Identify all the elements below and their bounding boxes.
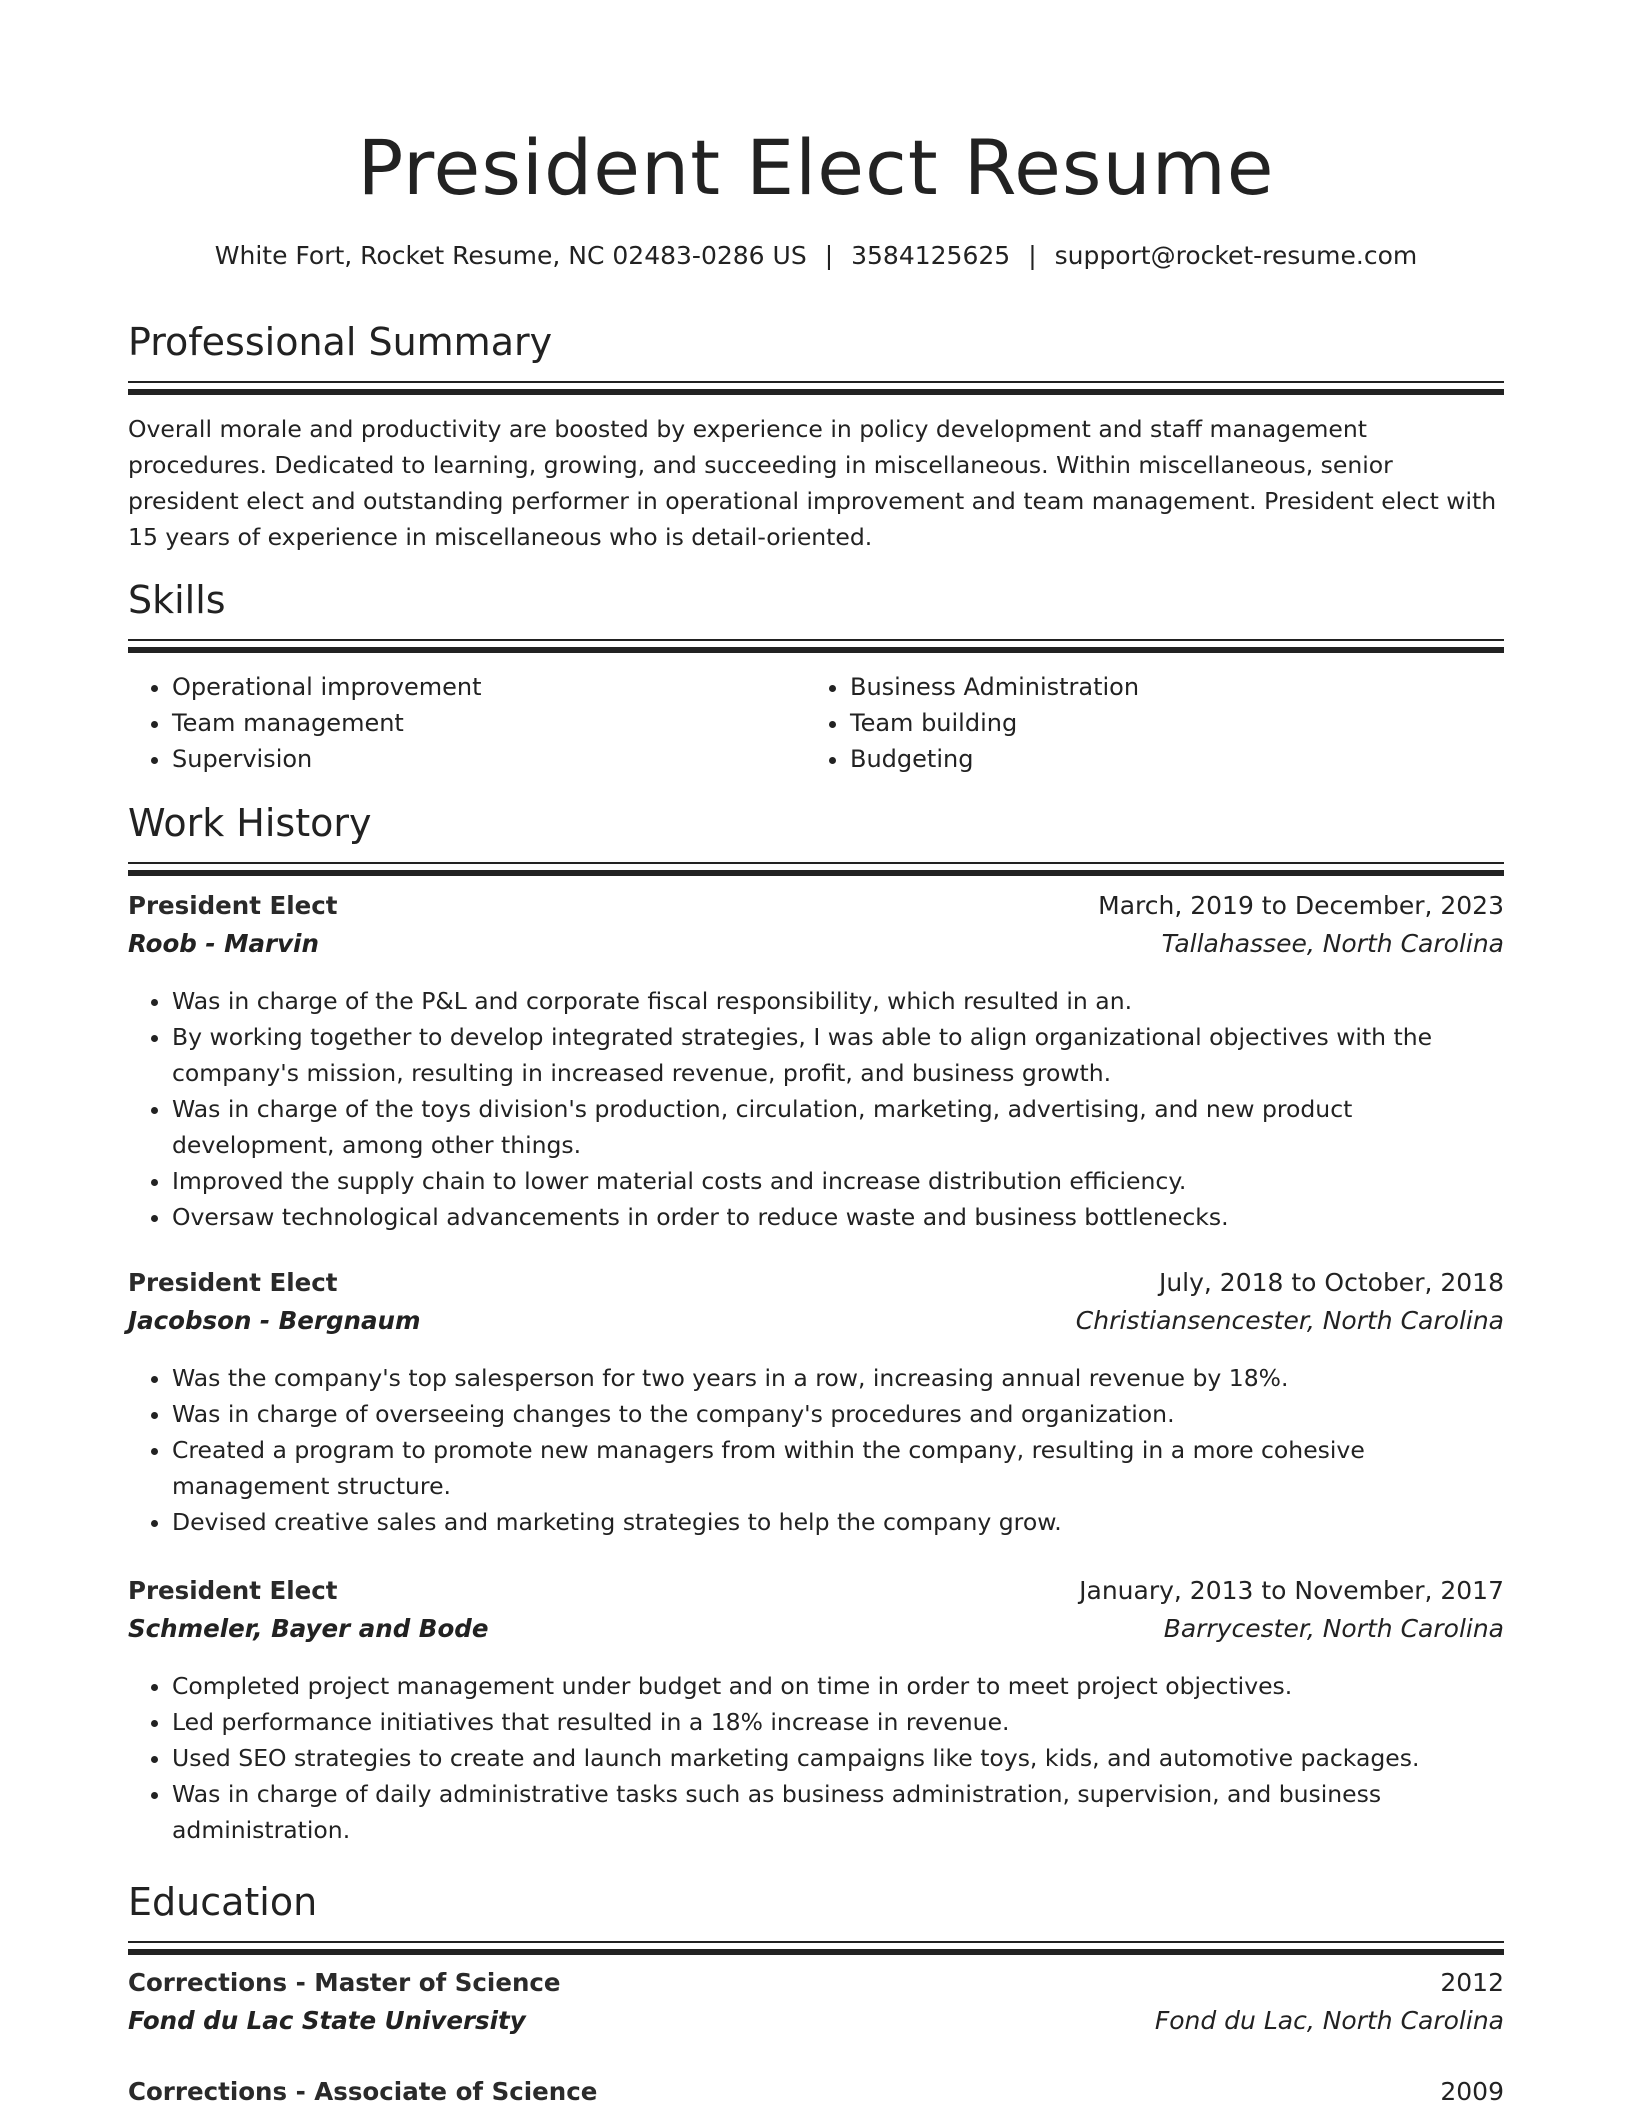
job-title: President Elect bbox=[128, 1268, 338, 1297]
education-location: Fond du Lac, North Carolina bbox=[1154, 2006, 1504, 2035]
job-bullets bbox=[128, 1668, 1504, 1848]
job-company-row bbox=[128, 1614, 1504, 1652]
skill-item: • Team management bbox=[172, 705, 806, 741]
job-bullet: • Oversaw technological advancements in order to reduce waste and business bottlenecks. bbox=[172, 1199, 1504, 1235]
job-company-row bbox=[128, 1306, 1504, 1344]
contact-separator: | bbox=[824, 241, 834, 270]
education-year: 2009 bbox=[1440, 2077, 1504, 2106]
job-entry bbox=[128, 891, 1504, 1235]
job-location: Tallahassee, North Carolina bbox=[1161, 929, 1504, 958]
job-bullets bbox=[128, 1360, 1504, 1540]
work-history-section bbox=[128, 798, 1504, 876]
skill-item: • Budgeting bbox=[850, 741, 1484, 777]
job-company-row bbox=[128, 929, 1504, 967]
section-divider-thick bbox=[128, 647, 1504, 653]
job-location: Christiansencester, North Carolina bbox=[1075, 1306, 1504, 1335]
education-degree: Corrections - Master of Science bbox=[128, 1968, 561, 1997]
section-divider bbox=[128, 381, 1504, 383]
summary-text: Overall morale and productivity are boosted by experience in policy development and staff management procedures. Dedicated to learning, growing, and succeeding in miscellaneous. Within miscellaneous, senior president elect and outstanding performer in operational improvement and team management. President elect with 15 years of experience in miscellaneous who is detail-oriented. bbox=[128, 415, 1497, 551]
job-header-row bbox=[128, 891, 1504, 929]
section-divider bbox=[128, 1941, 1504, 1943]
skills-column-right bbox=[806, 669, 1484, 777]
job-bullet: • Was the company's top salesperson for two years in a row, increasing annual revenue by 18%. bbox=[172, 1360, 1504, 1396]
contact-phone: 3584125625 bbox=[851, 241, 1011, 270]
section-heading: Skills bbox=[128, 578, 226, 622]
job-header-row bbox=[128, 1268, 1504, 1306]
section-divider-thick bbox=[128, 1949, 1504, 1955]
education-year: 2012 bbox=[1440, 1968, 1504, 1997]
contact-address: White Fort, Rocket Resume, NC 02483-0286 US bbox=[214, 241, 807, 270]
job-location: Barrycester, North Carolina bbox=[1163, 1614, 1504, 1643]
job-dates: March, 2019 to December, 2023 bbox=[1098, 891, 1504, 920]
skill-item: • Operational improvement bbox=[172, 669, 806, 705]
skills-column-left bbox=[128, 669, 806, 777]
job-bullet: • Was in charge of overseeing changes to the company's procedures and organization. bbox=[172, 1396, 1504, 1432]
job-bullet: • Devised creative sales and marketing strategies to help the company grow. bbox=[172, 1504, 1504, 1540]
job-entry bbox=[128, 1576, 1504, 1848]
job-company: Roob - Marvin bbox=[128, 929, 319, 958]
job-bullet: • Was in charge of daily administrative tasks such as business administration, supervision, and business administration. bbox=[172, 1776, 1504, 1848]
job-bullet: • Led performance initiatives that resulted in a 18% increase in revenue. bbox=[172, 1704, 1504, 1740]
education-entry bbox=[128, 2077, 1504, 2115]
skills-section bbox=[128, 575, 1504, 777]
job-bullet: • By working together to develop integrated strategies, I was able to align organizational objectives with the company's mission, resulting in increased revenue, profit, and business growth. bbox=[172, 1019, 1504, 1091]
job-company: Jacobson - Bergnaum bbox=[128, 1306, 421, 1335]
section-divider bbox=[128, 639, 1504, 641]
job-title: President Elect bbox=[128, 1576, 338, 1605]
job-dates: January, 2013 to November, 2017 bbox=[1079, 1576, 1504, 1605]
job-bullet: • Was in charge of the toys division's production, circulation, marketing, advertising, and new product development, among other things. bbox=[172, 1091, 1504, 1163]
education-header-row bbox=[128, 2077, 1504, 2115]
section-heading: Education bbox=[128, 1880, 318, 1924]
education-school: Fond du Lac State University bbox=[128, 2006, 526, 2035]
skills-list bbox=[128, 669, 1504, 777]
section-heading: Work History bbox=[128, 801, 372, 845]
skill-item: • Supervision bbox=[172, 741, 806, 777]
skill-item: • Team building bbox=[850, 705, 1484, 741]
job-bullet: • Created a program to promote new managers from within the company, resulting in a more cohesive management structure. bbox=[172, 1432, 1504, 1504]
job-bullets bbox=[128, 983, 1504, 1235]
section-divider-thick bbox=[128, 870, 1504, 876]
contact-email[interactable]: support@rocket-resume.com bbox=[1054, 241, 1418, 270]
job-header-row bbox=[128, 1576, 1504, 1614]
job-bullet: • Completed project management under budget and on time in order to meet project objectives. bbox=[172, 1668, 1504, 1704]
education-degree: Corrections - Associate of Science bbox=[128, 2077, 598, 2106]
job-title: President Elect bbox=[128, 891, 338, 920]
job-bullet: • Used SEO strategies to create and launch marketing campaigns like toys, kids, and automotive packages. bbox=[172, 1740, 1504, 1776]
job-bullet: • Was in charge of the P&L and corporate fiscal responsibility, which resulted in an. bbox=[172, 983, 1504, 1019]
section-divider bbox=[128, 862, 1504, 864]
job-company: Schmeler, Bayer and Bode bbox=[128, 1614, 489, 1643]
education-school-row bbox=[128, 2006, 1504, 2044]
education-entry bbox=[128, 1968, 1504, 2044]
resume-title: President Elect Resume bbox=[357, 123, 1275, 212]
education-section bbox=[128, 1877, 1504, 1955]
job-entry bbox=[128, 1268, 1504, 1540]
section-heading: Professional Summary bbox=[128, 320, 553, 364]
skill-item: • Business Administration bbox=[850, 669, 1484, 705]
section-divider-thick bbox=[128, 389, 1504, 395]
contact-separator: | bbox=[1028, 241, 1037, 270]
job-dates: July, 2018 to October, 2018 bbox=[1158, 1268, 1504, 1297]
job-bullet: • Improved the supply chain to lower material costs and increase distribution efficiency. bbox=[172, 1163, 1504, 1199]
contact-line bbox=[128, 238, 1504, 274]
summary-section bbox=[128, 317, 1504, 555]
education-header-row bbox=[128, 1968, 1504, 2006]
